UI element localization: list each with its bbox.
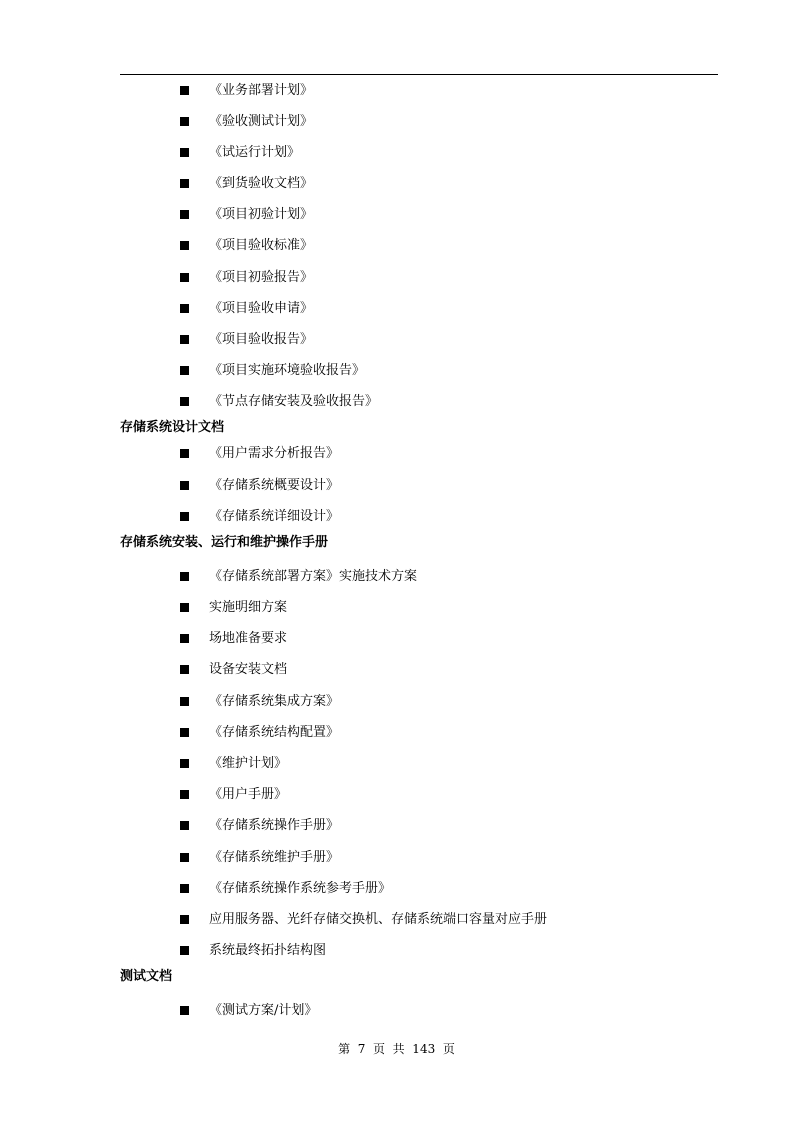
- square-bullet-icon: [180, 665, 189, 674]
- list-item: 设备安装文档: [180, 660, 287, 680]
- list-item: 《试运行计划》: [180, 143, 300, 163]
- list-item: 场地准备要求: [180, 629, 287, 649]
- list-item: 《存储系统详细设计》: [180, 507, 339, 527]
- square-bullet-icon: [180, 210, 189, 219]
- square-bullet-icon: [180, 728, 189, 737]
- square-bullet-icon: [180, 241, 189, 250]
- list-item: 《维护计划》: [180, 754, 287, 774]
- list-item: 《到货验收文档》: [180, 174, 313, 194]
- square-bullet-icon: [180, 853, 189, 862]
- list-item: 《存储系统操作手册》: [180, 816, 339, 836]
- square-bullet-icon: [180, 179, 189, 188]
- square-bullet-icon: [180, 512, 189, 521]
- square-bullet-icon: [180, 86, 189, 95]
- list-item: 《项目验收标准》: [180, 236, 313, 256]
- square-bullet-icon: [180, 697, 189, 706]
- list-item: 《业务部署计划》: [180, 81, 313, 101]
- square-bullet-icon: [180, 634, 189, 643]
- square-bullet-icon: [180, 884, 189, 893]
- list-item: 《验收测试计划》: [180, 112, 313, 132]
- list-item: 《用户需求分析报告》: [180, 444, 339, 464]
- list-item: 《存储系统部署方案》实施技术方案: [180, 567, 417, 587]
- square-bullet-icon: [180, 759, 189, 768]
- square-bullet-icon: [180, 148, 189, 157]
- list-item: 《用户手册》: [180, 785, 287, 805]
- list-item: 系统最终拓扑结构图: [180, 941, 326, 961]
- page-number: 第 7 页 共 143 页: [338, 1042, 455, 1056]
- list-item: 《项目初验报告》: [180, 268, 313, 288]
- section-heading: 存储系统设计文档: [120, 420, 225, 435]
- square-bullet-icon: [180, 603, 189, 612]
- list-item: 《测试方案/计划》: [180, 1001, 317, 1021]
- list-item: 《存储系统结构配置》: [180, 723, 339, 743]
- list-item: 《项目验收报告》: [180, 330, 313, 350]
- square-bullet-icon: [180, 449, 189, 458]
- square-bullet-icon: [180, 915, 189, 924]
- square-bullet-icon: [180, 790, 189, 799]
- list-item: 《项目初验计划》: [180, 205, 313, 225]
- square-bullet-icon: [180, 1006, 189, 1015]
- square-bullet-icon: [180, 481, 189, 490]
- section-heading: 测试文档: [120, 969, 173, 984]
- square-bullet-icon: [180, 946, 189, 955]
- list-item: 《存储系统集成方案》: [180, 692, 339, 712]
- list-item: 《节点存储安装及验收报告》: [180, 392, 378, 412]
- square-bullet-icon: [180, 821, 189, 830]
- list-item: 实施明细方案: [180, 598, 287, 618]
- list-item: 《存储系统概要设计》: [180, 476, 339, 496]
- square-bullet-icon: [180, 273, 189, 282]
- list-item: 应用服务器、光纤存储交换机、存储系统端口容量对应手册: [180, 910, 547, 930]
- square-bullet-icon: [180, 572, 189, 581]
- list-item: 《项目实施环境验收报告》: [180, 361, 365, 381]
- list-item: 《存储系统操作系统参考手册》: [180, 879, 391, 899]
- header-rule: [120, 74, 718, 75]
- square-bullet-icon: [180, 366, 189, 375]
- square-bullet-icon: [180, 304, 189, 313]
- square-bullet-icon: [180, 335, 189, 344]
- section-heading: 存储系统安装、运行和维护操作手册: [120, 535, 329, 550]
- list-item: 《存储系统维护手册》: [180, 848, 339, 868]
- list-item: 《项目验收申请》: [180, 299, 313, 319]
- square-bullet-icon: [180, 117, 189, 126]
- square-bullet-icon: [180, 397, 189, 406]
